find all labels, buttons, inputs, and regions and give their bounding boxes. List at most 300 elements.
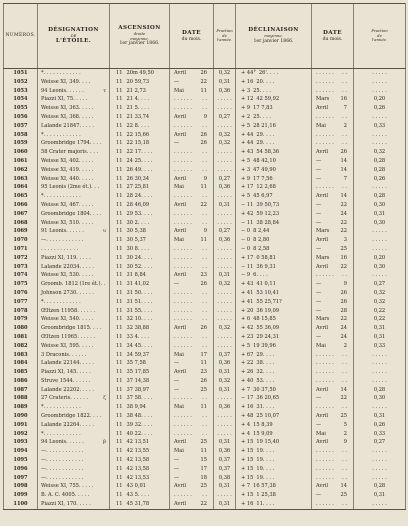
- ascension-day: 15: [200, 457, 207, 464]
- ra-min-sec: 43 0,01: [126, 483, 146, 490]
- declination-date: [312, 377, 354, 386]
- ra-hours: 11: [116, 70, 123, 76]
- row-number: 1073: [4, 263, 38, 272]
- declination-date: [312, 403, 354, 412]
- designation-text: Groombridge 1815. . . .: [41, 325, 102, 332]
- ascension-day: 11: [200, 404, 207, 411]
- ascension-date: [170, 342, 214, 351]
- star-designation: [38, 263, 110, 272]
- ascension-month: . . . . . .: [174, 157, 192, 164]
- declination-min-sec: 55 25,71?: [256, 298, 282, 305]
- ascension-day: . .: [202, 122, 207, 129]
- ra-hours: 11: [116, 140, 123, 147]
- ascension-day: 23: [200, 272, 207, 279]
- ra-min-sec: 35 17,85: [126, 369, 150, 376]
- declination: [236, 465, 312, 474]
- ra-hours: 11: [116, 369, 123, 376]
- declination-day: 22: [340, 201, 347, 208]
- declination-day: 16: [340, 96, 347, 103]
- ascension-month: Avril: [174, 113, 187, 120]
- table-row: [4, 421, 406, 430]
- ra-hours: 11: [116, 131, 123, 138]
- star-designation: [38, 386, 110, 395]
- ascension-day: . .: [202, 421, 207, 428]
- ascension-year-fraction: 0,31: [214, 201, 236, 210]
- ascension-year-fraction: 0,37: [214, 465, 236, 474]
- ascension-year-fraction: 0,37: [214, 351, 236, 360]
- ascension-month: Avril: [174, 501, 187, 508]
- row-number: 1059: [4, 139, 38, 148]
- declination-degrees: + 15: [241, 465, 254, 472]
- table-row: [4, 438, 406, 447]
- ascension-month: —: [174, 281, 180, 288]
- ascension-day: 18: [200, 474, 207, 481]
- ra-hours: 11: [116, 201, 123, 208]
- header-declinaison: DÉCLINAISON moyenne. 1er janvier 1866.: [236, 4, 312, 69]
- declination-year-fraction: . . . . .: [354, 403, 406, 412]
- ra-min-sec: 37 14,38: [126, 377, 150, 384]
- designation-text: Lalande 22264. . . . .: [41, 421, 95, 428]
- declination-day: 25: [340, 492, 347, 499]
- declination-year-fraction: . . . . .: [354, 245, 406, 254]
- ra-hours: 11: [116, 254, 123, 261]
- declination-year-fraction: 0,31: [354, 210, 406, 219]
- table-row: [4, 474, 406, 483]
- declination-day: . .: [342, 360, 347, 367]
- declination-year-fraction: 0,28: [354, 166, 406, 175]
- star-designation: [38, 298, 110, 307]
- right-ascension: [110, 148, 170, 157]
- ra-hours: 11: [116, 465, 123, 472]
- declination-day: 28: [340, 307, 347, 314]
- right-ascension: [110, 430, 170, 439]
- declination-month: Avril: [316, 325, 329, 332]
- declination-date: [312, 157, 354, 166]
- ra-hours: 11: [116, 316, 123, 323]
- ascension-month: Avril: [174, 228, 187, 235]
- table-body: [4, 69, 406, 510]
- declination-min-sec: 53. . . .: [256, 377, 275, 384]
- ascension-year-fraction: . . . . .: [214, 491, 236, 500]
- declination: [236, 183, 312, 192]
- declination-min-sec: 17 7,56: [253, 175, 273, 182]
- star-designation: [38, 359, 110, 368]
- ascension-month: . . . . . .: [174, 210, 192, 217]
- declination-min-sec: 55 36,09: [256, 325, 280, 332]
- row-number: 1083: [4, 351, 38, 360]
- declination-min-sec: 8 2,80: [253, 237, 270, 244]
- row-number: 1081: [4, 333, 38, 342]
- ascension-year-fraction: 0,31: [214, 386, 236, 395]
- ascension-day: . .: [202, 210, 207, 217]
- declination-min-sec: 48 15,85: [253, 316, 276, 323]
- declination-month: Avril: [316, 193, 329, 200]
- ascension-date: [170, 78, 214, 87]
- declination-date: [312, 183, 354, 192]
- declination-day: 9: [343, 281, 347, 288]
- declination-degrees: + 6: [241, 316, 251, 323]
- star-catalogue-page: [3, 3, 405, 523]
- declination-month: Mai: [316, 122, 326, 129]
- ascension-month: Mai: [174, 448, 184, 455]
- ra-min-sec: 30 52. . . .: [126, 263, 153, 270]
- ra-min-sec: 43 5. . . .: [126, 492, 150, 499]
- declination-min-sec: 32. . . .: [256, 369, 275, 376]
- ascension-day: . .: [202, 333, 207, 340]
- row-number: 1070: [4, 236, 38, 245]
- table-row: [4, 254, 406, 263]
- declination-year-fraction: 0,31: [354, 412, 406, 421]
- declination: [236, 148, 312, 157]
- row-number: 1086: [4, 377, 38, 386]
- declination-month: . . . . . .: [316, 360, 334, 367]
- right-ascension: [110, 122, 170, 131]
- designation-text: Weisse XI, 530. . . . .: [41, 272, 94, 279]
- declination: [236, 324, 312, 333]
- declination-date: [312, 201, 354, 210]
- designation-text: Piazzi XI, 119. . . . .: [41, 254, 91, 261]
- ra-hours: 11: [116, 333, 123, 340]
- declination-month: . . . . . .: [316, 272, 334, 279]
- ascension-day: . .: [202, 157, 207, 164]
- declination-degrees: + 41: [241, 298, 254, 305]
- ascension-year-fraction: 0,32: [214, 324, 236, 333]
- ascension-year-fraction: . . . . .: [214, 342, 236, 351]
- declination-day: . .: [342, 184, 347, 191]
- ascension-date: [170, 307, 214, 316]
- row-number: 1053: [4, 87, 38, 96]
- declination-month: Avril: [316, 439, 329, 446]
- declination-min-sec: 41 0,11: [256, 281, 276, 288]
- declination-month: . . . . . .: [316, 184, 334, 191]
- table-row: [4, 122, 406, 131]
- declination-day: . .: [342, 377, 347, 384]
- declination: [236, 271, 312, 280]
- declination-day: . .: [342, 351, 347, 358]
- right-ascension: [110, 342, 170, 351]
- table-row: [4, 175, 406, 184]
- declination: [236, 78, 312, 87]
- star-designation: [38, 183, 110, 192]
- declination: [236, 351, 312, 360]
- declination: [236, 104, 312, 113]
- declination-degrees: + 44: [241, 131, 254, 138]
- declination-month: . . . . . .: [316, 113, 334, 120]
- header-date-1: DATE du mois.: [170, 4, 214, 69]
- declination-month: Mars: [316, 254, 330, 261]
- designation-text: *. . . . . . . . . . . .: [41, 131, 81, 138]
- declination: [236, 157, 312, 166]
- declination-date: [312, 368, 354, 377]
- declination-degrees: − 17: [241, 395, 254, 402]
- declination-degrees: − 0: [241, 228, 251, 235]
- ascension-year-fraction: 0,36: [214, 183, 236, 192]
- declination-year-fraction: 0,22: [354, 307, 406, 316]
- declination: [236, 201, 312, 210]
- star-designation: [38, 113, 110, 122]
- declination-degrees: + 67: [241, 351, 254, 358]
- ra-min-sec: 39 32. . . .: [126, 421, 153, 428]
- ascension-day: 17: [200, 351, 207, 358]
- declination: [236, 412, 312, 421]
- ascension-date: [170, 482, 214, 491]
- declination-min-sec: 20. . . .: [256, 78, 275, 85]
- star-designation: [38, 227, 110, 236]
- ra-min-sec: 20m 49,50: [126, 70, 154, 76]
- declination-month: . . . . . .: [316, 501, 334, 508]
- ascension-day: 9: [203, 175, 207, 182]
- declination-month: Avril: [316, 263, 329, 270]
- ascension-year-fraction: 0,36: [214, 236, 236, 245]
- declination-year-fraction: 0,31: [354, 333, 406, 342]
- declination-degrees: + 26: [241, 369, 254, 376]
- row-number: 1078: [4, 307, 38, 316]
- ra-hours: 11: [116, 342, 123, 349]
- declination-degrees: − 0: [241, 237, 251, 244]
- table-row: [4, 394, 406, 403]
- ra-min-sec: 35 7,58: [126, 360, 146, 367]
- designation-text: 3 Draconis. . . . . .: [41, 351, 87, 358]
- designation-text: —. . . . . . . . . . . .: [41, 237, 84, 244]
- declination-month: —: [316, 492, 322, 499]
- declination-date: [312, 192, 354, 201]
- designation-text: Groomb. 1812 (1re ét.). .: [41, 281, 106, 288]
- declination-date: [312, 456, 354, 465]
- star-designation: [38, 421, 110, 430]
- declination-degrees: + 5: [241, 122, 251, 129]
- declination-day: 9: [343, 439, 347, 446]
- ascension-month: Mai: [174, 87, 184, 94]
- ascension-day: 22: [200, 78, 207, 85]
- ra-hours: 11: [116, 237, 123, 244]
- ascension-month: Mai: [174, 237, 184, 244]
- row-number: 1055: [4, 104, 38, 113]
- ascension-month: —: [174, 465, 180, 472]
- ra-hours: 11: [116, 474, 123, 481]
- declination-year-fraction: . . . . .: [354, 368, 406, 377]
- declination-degrees: − 11: [241, 219, 254, 226]
- ascension-date: [170, 438, 214, 447]
- ascension-day: . .: [202, 96, 207, 103]
- right-ascension: [110, 421, 170, 430]
- table-row: [4, 289, 406, 298]
- declination-year-fraction: 0,32: [354, 148, 406, 157]
- declination-year-fraction: . . . . .: [354, 359, 406, 368]
- ra-hours: 11: [116, 430, 123, 437]
- star-designation: [38, 482, 110, 491]
- declination-degrees: + 44°: [241, 70, 256, 76]
- row-number: 1054: [4, 95, 38, 104]
- declination-min-sec: 29. . . .: [256, 351, 275, 358]
- ascension-year-fraction: 0,27: [214, 227, 236, 236]
- row-number: 1058: [4, 131, 38, 140]
- declination-min-sec: 8 2,58: [253, 245, 270, 252]
- declination-year-fraction: 0,30: [354, 219, 406, 228]
- ra-min-sec: 31 55. . . .: [126, 307, 153, 314]
- table-row: [4, 192, 406, 201]
- declination-year-fraction: 0,33: [354, 430, 406, 439]
- declination-min-sec: 29 24,31: [256, 333, 280, 340]
- declination-day: 14: [340, 193, 347, 200]
- declination: [236, 175, 312, 184]
- ascension-month: Mai: [174, 351, 184, 358]
- ascension-day: . .: [202, 219, 207, 226]
- ascension-date: [170, 236, 214, 245]
- row-number: 1066: [4, 201, 38, 210]
- star-designation: [38, 87, 110, 96]
- declination-min-sec: 16 57,38: [253, 483, 276, 490]
- star-designation: [38, 175, 110, 184]
- ra-min-sec: 40 22. . . .: [126, 430, 153, 437]
- ascension-year-fraction: . . . . .: [214, 298, 236, 307]
- ascension-year-fraction: . . . . .: [214, 333, 236, 342]
- declination: [236, 438, 312, 447]
- declination-degrees: + 16: [241, 78, 254, 85]
- ascension-year-fraction: . . . . .: [214, 289, 236, 298]
- right-ascension: [110, 219, 170, 228]
- declination-month: —: [316, 157, 322, 164]
- ascension-month: . . . . . .: [174, 245, 192, 252]
- declination: [236, 482, 312, 491]
- ascension-date: [170, 201, 214, 210]
- declination-min-sec: 25. . . .: [253, 87, 271, 94]
- row-number: 1074: [4, 271, 38, 280]
- ascension-month: Avril: [174, 369, 187, 376]
- ra-min-sec: 21 4. . . .: [126, 96, 150, 103]
- ascension-day: . .: [202, 342, 207, 349]
- ra-hours: 11: [116, 149, 123, 156]
- ascension-day: 11: [200, 448, 207, 455]
- declination-date: [312, 491, 354, 500]
- declination-min-sec: 17 7,83: [253, 105, 273, 112]
- table-row: [4, 227, 406, 236]
- declination-min-sec: 59 12,23: [256, 210, 280, 217]
- row-number: 1097: [4, 474, 38, 483]
- declination-day: 22: [340, 395, 347, 402]
- ascension-day: 9: [203, 113, 207, 120]
- ascension-date: [170, 210, 214, 219]
- declination-degrees: + 3: [241, 87, 251, 94]
- table-row: [4, 236, 406, 245]
- star-designation: [38, 315, 110, 324]
- table-row: [4, 139, 406, 148]
- ra-hours: 11: [116, 325, 123, 332]
- declination-date: [312, 236, 354, 245]
- ra-min-sec: 45 31,78: [126, 501, 150, 508]
- declination: [236, 87, 312, 96]
- table-row: [4, 183, 406, 192]
- ascension-date: [170, 421, 214, 430]
- ascension-month: Avril: [174, 325, 187, 332]
- declination-year-fraction: . . . . .: [354, 236, 406, 245]
- right-ascension: [110, 482, 170, 491]
- table-row: [4, 113, 406, 122]
- declination-date: [312, 227, 354, 236]
- star-designation: [38, 201, 110, 210]
- row-number: 1057: [4, 122, 38, 131]
- declination-year-fraction: 0,20: [354, 95, 406, 104]
- declination-date: [312, 69, 354, 78]
- ascension-year-fraction: 0,32: [214, 139, 236, 148]
- row-number: 1079: [4, 315, 38, 324]
- ra-min-sec: 24 25. . . .: [126, 157, 153, 164]
- row-number: 1087: [4, 386, 38, 395]
- right-ascension: [110, 104, 170, 113]
- designation-text: 95 Leonis (2me ét.). . .: [41, 184, 100, 191]
- declination-month: Avril: [316, 483, 329, 490]
- ascension-day: . .: [202, 149, 207, 156]
- declination-min-sec: 38. . . .: [256, 360, 275, 367]
- declination-month: . . . . . .: [316, 140, 334, 147]
- ra-min-sec: 42 13,58: [126, 465, 150, 472]
- declination-degrees: − 9: [241, 272, 251, 279]
- ra-hours: 11: [116, 228, 123, 235]
- row-number: 1065: [4, 192, 38, 201]
- ra-min-sec: 38 9,94: [126, 404, 146, 411]
- declination: [236, 280, 312, 289]
- declination: [236, 394, 312, 403]
- declination-year-fraction: . . . . .: [354, 183, 406, 192]
- declination-year-fraction: . . . . .: [354, 131, 406, 140]
- ascension-month: —: [174, 474, 180, 481]
- ra-min-sec: 22 17. . . .: [126, 149, 153, 156]
- declination-min-sec: 42 59,92: [256, 96, 280, 103]
- header-numero: NUMÉROS.: [4, 4, 38, 69]
- declination-month: . . . . . .: [316, 465, 334, 472]
- declination-month: —: [316, 395, 322, 402]
- declination-month: . . . . . .: [316, 369, 334, 376]
- declination-year-fraction: . . . . .: [354, 69, 406, 78]
- declination-date: [312, 104, 354, 113]
- declination: [236, 219, 312, 228]
- declination-min-sec: 29. . . .: [256, 131, 275, 138]
- designation-text: B. A. C. 4005. . . . .: [41, 492, 90, 499]
- declination-degrees: + 40: [241, 377, 254, 384]
- ra-min-sec: 31 41,02: [126, 281, 150, 288]
- row-number: 1068: [4, 219, 38, 228]
- declination-min-sec: 1 25,38: [256, 492, 276, 499]
- right-ascension: [110, 192, 170, 201]
- declination-degrees: + 16: [241, 404, 254, 411]
- declination-date: [312, 280, 354, 289]
- ra-min-sec: 31 50. . . .: [126, 289, 153, 296]
- star-designation: [38, 95, 110, 104]
- declination: [236, 333, 312, 342]
- ascension-date: [170, 227, 214, 236]
- declination-date: [312, 254, 354, 263]
- ra-hours: 11: [116, 377, 123, 384]
- declination-year-fraction: 0,27: [354, 438, 406, 447]
- declination-day: 7: [343, 175, 347, 182]
- header-date-2: DATE du mois.: [312, 4, 354, 69]
- ascension-year-fraction: . . . . .: [214, 122, 236, 131]
- row-number: 1071: [4, 245, 38, 254]
- declination: [236, 236, 312, 245]
- row-number: 1091: [4, 421, 38, 430]
- declination-min-sec: 19. . . .: [256, 457, 275, 464]
- ra-min-sec: 27 25,81: [126, 184, 150, 191]
- right-ascension: [110, 324, 170, 333]
- declination-month: —: [316, 281, 322, 288]
- declination-month: . . . . . .: [316, 351, 334, 358]
- designation-text: Piazzi XI, 75. . . . .: [41, 96, 88, 103]
- declination-day: 25: [340, 245, 347, 252]
- declination-date: [312, 298, 354, 307]
- designation-text: Lalande 21847. . . . .: [41, 122, 95, 129]
- designation-text: Piazzi XI, 145. . . . .: [41, 369, 91, 376]
- table-row: [4, 166, 406, 175]
- declination: [236, 113, 312, 122]
